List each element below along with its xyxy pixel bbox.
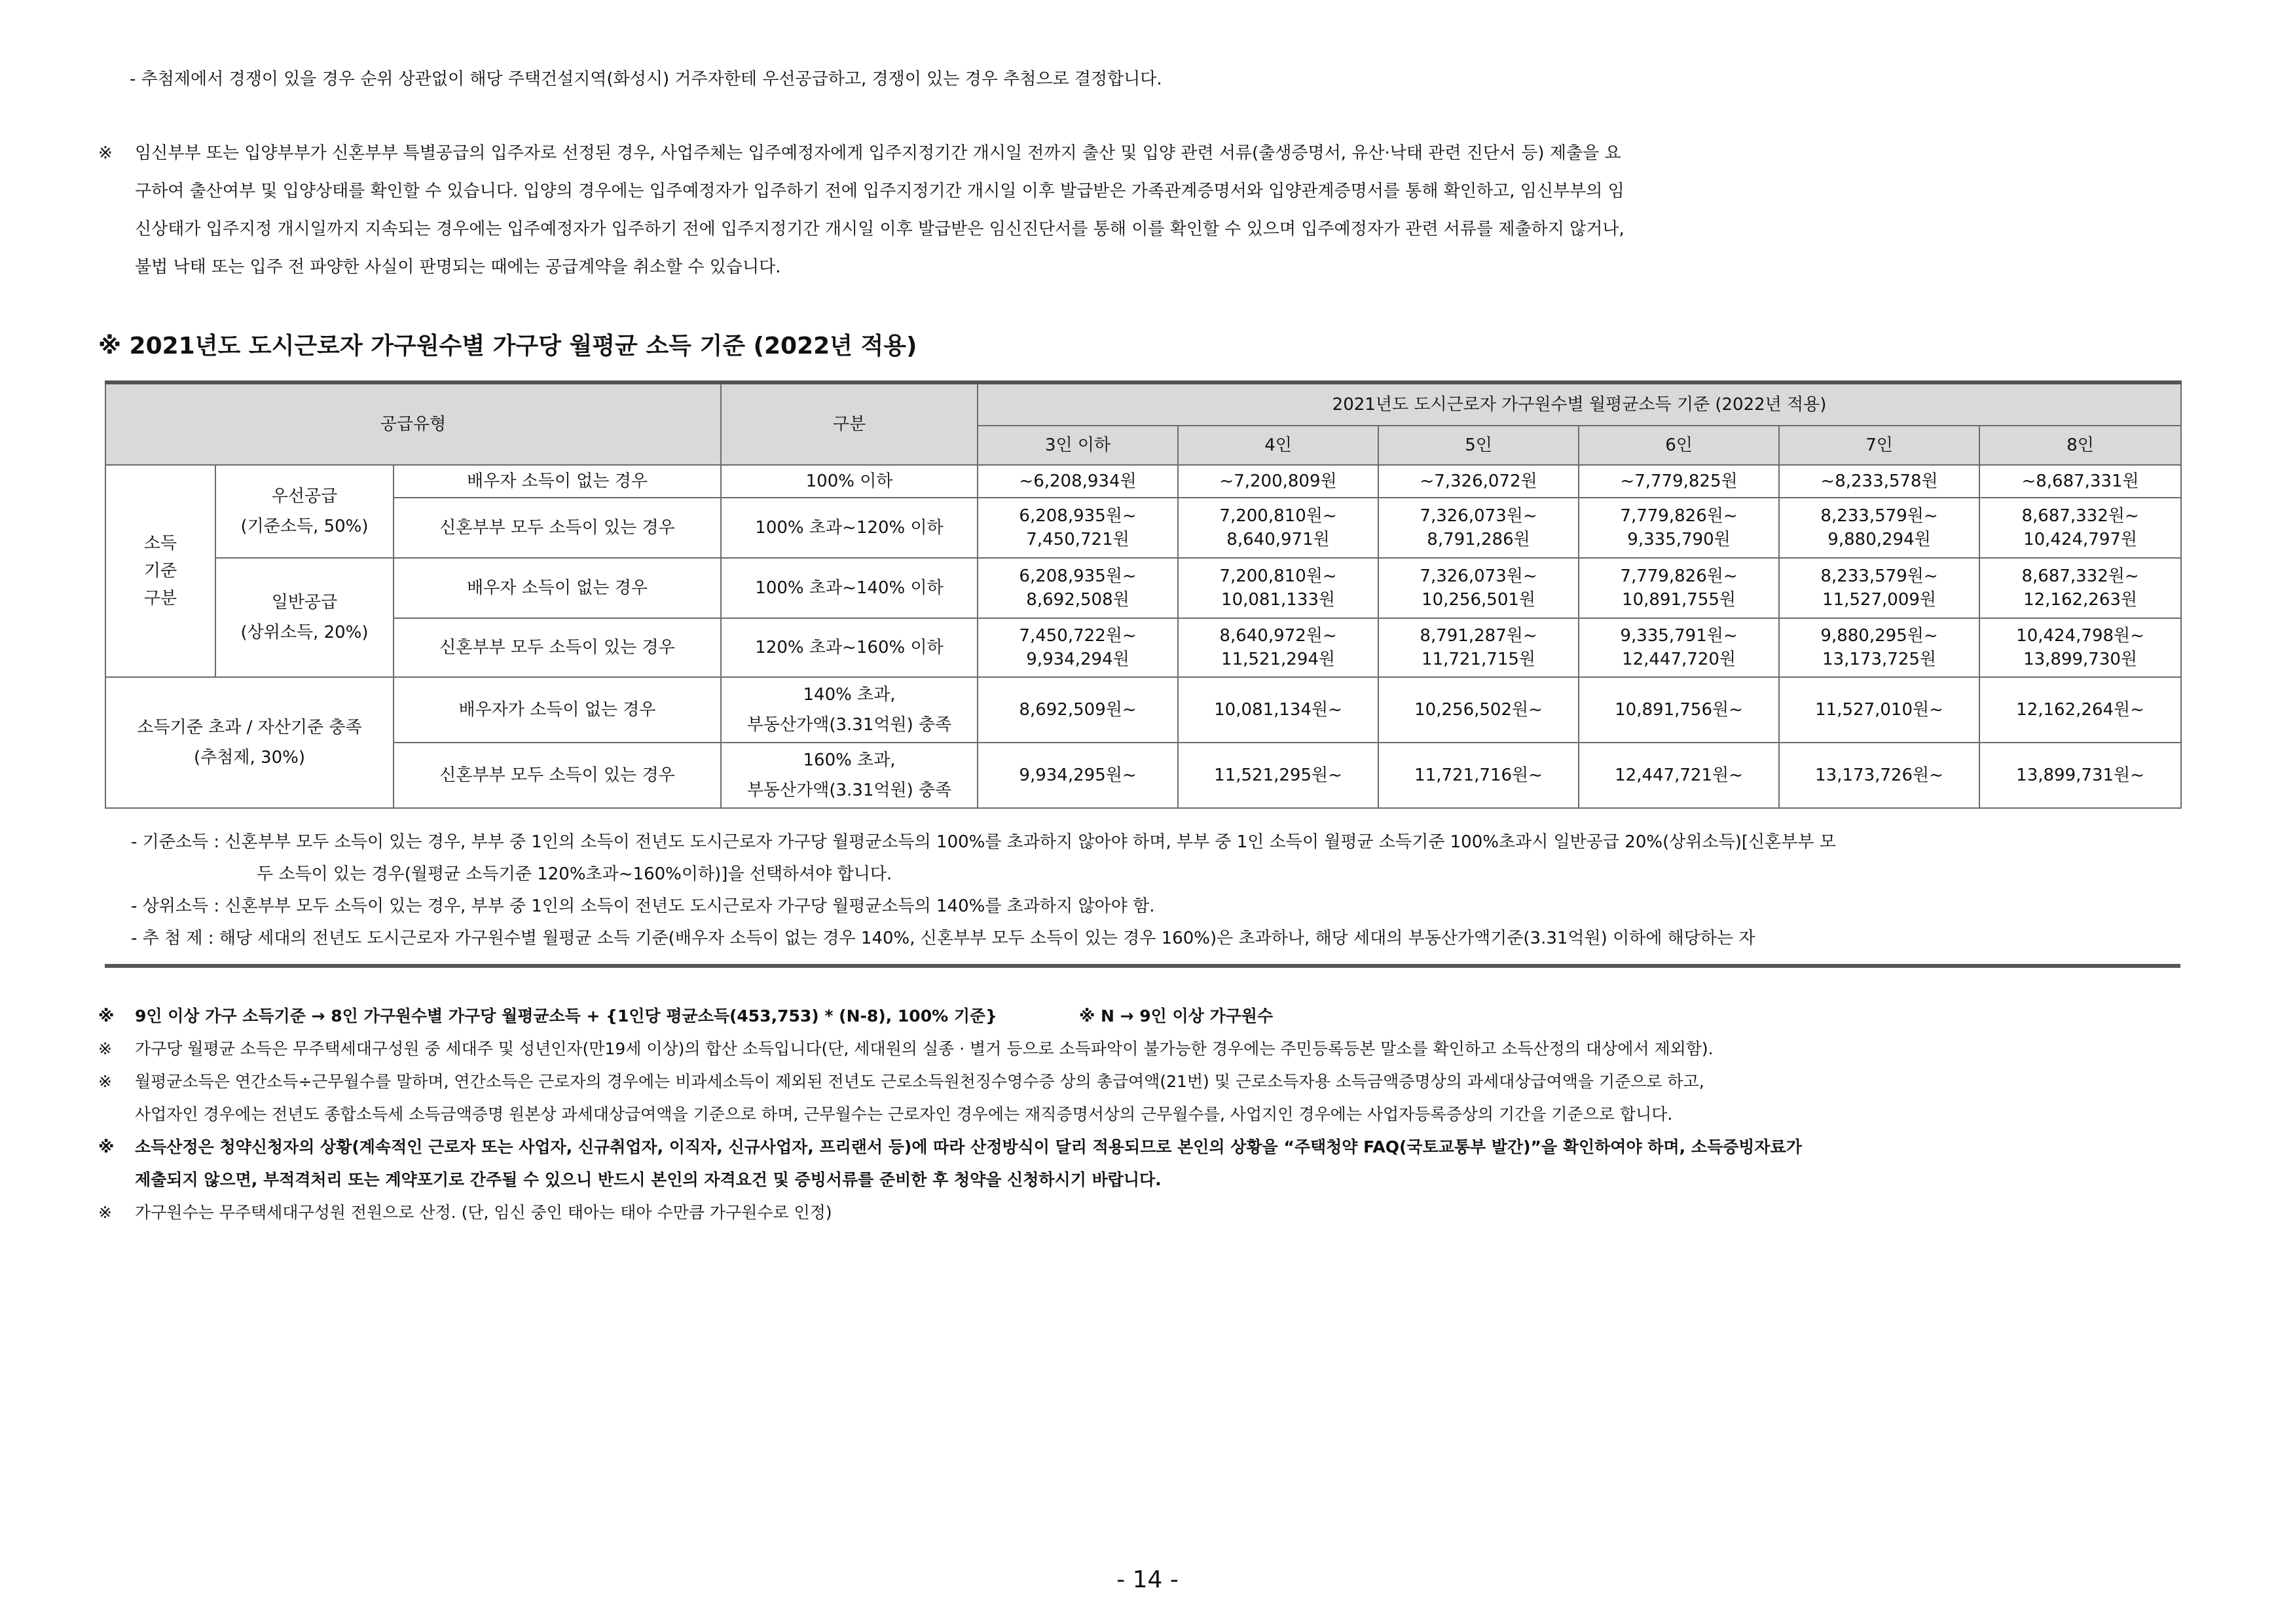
header-household-size: 3인 이하 xyxy=(978,426,1178,465)
income-group-label: 소득 기준 구분 xyxy=(105,465,215,677)
note-text: 가구원수는 무주택세대구성원 전원으로 산정. (단, 임신 중인 태아는 태아 수만큼 가구원수로 인정) xyxy=(135,1203,832,1222)
condition-cell: 신혼부부 모두 소득이 있는 경우 xyxy=(394,498,721,558)
value-cell: 7,779,826원~ 10,891,755원 xyxy=(1579,558,1779,618)
table-footnotes xyxy=(105,826,2180,968)
page-number: - 14 - xyxy=(1116,1566,1179,1593)
header-household-size: 7인 xyxy=(1779,426,1979,465)
reference-mark xyxy=(98,1098,135,1131)
note-text: 사업자인 경우에는 전년도 종합소득세 소득금액증명 원본상 과세대상급여액을 기준으로 하며, 근무월수는 근로자인 경우에는 재직증명서상의 근무월수를, 사업지인 경우에는 사업자등록증상의 기간을 기준으로 합니다. xyxy=(135,1105,1673,1124)
footnote-base-income-cont: 두 소득이 있는 경우(월평균 소득기준 120%초과~160%이하)]을 선택하셔야 합니다. xyxy=(257,864,892,884)
note-text: 제출되지 않으면, 부적격처리 또는 계약포기로 간주될 수 있으니 반드시 본인의 자격요건 및 증빙서류를 준비한 후 청약을 신청하시기 바랍니다. xyxy=(135,1170,1162,1189)
priority-supply-label: 우선공급 (기준소득, 50%) xyxy=(215,465,394,558)
value-cell: 13,899,731원~ xyxy=(1979,743,2181,808)
condition-cell: 배우자 소득이 없는 경우 xyxy=(394,465,721,498)
value-cell: 8,692,509원~ xyxy=(978,677,1178,743)
footnote-lottery: - 추 첨 제 : 해당 세대의 전년도 도시근로자 가구원수별 월평균 소득 기준(배우자 소득이 없는 경우 140%, 신혼부부 모두 소득이 있는 경우 160%)은 초과하나, 해당 세대의 부동산가액기준(3.31억원) 이하에 해당하는 자 xyxy=(131,929,1755,948)
condition-cell: 신혼부부 모두 소득이 있는 경우 xyxy=(394,743,721,808)
section-title: ※ 2021년도 도시근로자 가구원수별 가구당 월평균 소득 기준 (2022년 적용) xyxy=(98,333,917,360)
table-body xyxy=(105,465,2181,808)
reference-mark: ※ xyxy=(98,1006,115,1025)
value-cell: 12,447,721원~ xyxy=(1579,743,1779,808)
note-line: 신상태가 입주지정 개시일까지 지속되는 경우에는 입주예정자가 입주하기 전에 입주지정기간 개시일 이후 발급받은 임신진단서를 통해 이를 확인할 수 있으며 입주예정자가 관련 서류를 제출하지 않거나, xyxy=(135,219,1625,239)
general-supply-label: 일반공급 (상위소득, 20%) xyxy=(215,558,394,677)
value-cell: ~6,208,934원 xyxy=(978,465,1178,498)
value-cell: 13,173,726원~ xyxy=(1779,743,1979,808)
table-row xyxy=(105,743,2181,808)
value-cell: 10,891,756원~ xyxy=(1579,677,1779,743)
value-cell: 8,640,972원~ 11,521,294원 xyxy=(1178,618,1378,677)
value-cell: 7,200,810원~ 10,081,133원 xyxy=(1178,558,1378,618)
note-item xyxy=(98,1098,2207,1131)
income-notes xyxy=(98,1000,2207,1229)
note-text: 월평균소득은 연간소득÷근무월수를 말하며, 연간소득은 근로자의 경우에는 비과세소득이 제외된 전년도 근로소득원천징수영수증 상의 총급여액(21번) 및 근로소득자용 소득금액증명상의 과세대상급여액을 기준으로 하고, xyxy=(135,1072,1704,1091)
table-row xyxy=(105,498,2181,558)
pregnancy-adoption-note xyxy=(98,134,2194,286)
lottery-supply-label: 소득기준 초과 / 자산기준 충족 (추첨제, 30%) xyxy=(105,677,394,808)
note-line: 불법 낙태 또는 입주 전 파양한 사실이 판명되는 때에는 공급계약을 취소할 수 있습니다. xyxy=(135,257,781,277)
note-line: 구하여 출산여부 및 입양상태를 확인할 수 있습니다. 입양의 경우에는 입주예정자가 입주하기 전에 입주지정기간 개시일 이후 발급받은 가족관계증명서와 입양관계증명서를 통해 확인하고, 임신부부의 임 xyxy=(135,181,1625,201)
note-line: 임신부부 또는 입양부부가 신혼부부 특별공급의 입주자로 선정된 경우, 사업주체는 입주예정자에게 입주지정기간 개시일 전까지 출산 및 입양 관련 서류(출생증명서, 유산·낙태 관련 진단서 등) 제출을 요 xyxy=(135,143,1621,163)
value-cell: 8,791,287원~ 11,721,715원 xyxy=(1378,618,1579,677)
reference-mark: ※ xyxy=(98,143,113,163)
value-cell: ~8,233,578원 xyxy=(1779,465,1979,498)
reference-mark: ※ xyxy=(98,1137,115,1156)
range-cell: 100% 이하 xyxy=(721,465,978,498)
value-cell: 9,335,791원~ 12,447,720원 xyxy=(1579,618,1779,677)
value-cell: 11,721,716원~ xyxy=(1378,743,1579,808)
table-row xyxy=(105,618,2181,677)
reference-mark: ※ xyxy=(98,1203,112,1222)
range-cell: 100% 초과~140% 이하 xyxy=(721,558,978,618)
header-category: 구분 xyxy=(721,382,978,465)
value-cell: 10,081,134원~ xyxy=(1178,677,1378,743)
value-cell: 7,450,722원~ 9,934,294원 xyxy=(978,618,1178,677)
note-text: 가구당 월평균 소득은 무주택세대구성원 중 세대주 및 성년인자(만19세 이상)의 합산 소득입니다(단, 세대원의 실종 · 별거 등으로 소득파악이 불가능한 경우에는 주민등록등본 말소를 확인하고 소득산정의 대상에서 제외함). xyxy=(135,1039,1714,1058)
footnote-upper-income: - 상위소득 : 신혼부부 모두 소득이 있는 경우, 부부 중 1인의 소득이 전년도 도시근로자 가구당 월평균소득의 140%를 초과하지 않아야 함. xyxy=(131,896,1155,916)
table-row xyxy=(105,558,2181,618)
value-cell: 7,200,810원~ 8,640,971원 xyxy=(1178,498,1378,558)
condition-cell: 신혼부부 모두 소득이 있는 경우 xyxy=(394,618,721,677)
table-row xyxy=(105,465,2181,498)
income-criteria-table-wrap xyxy=(105,380,2180,809)
note-item xyxy=(98,1131,2207,1164)
value-cell: 8,233,579원~ 11,527,009원 xyxy=(1779,558,1979,618)
value-cell: ~7,779,825원 xyxy=(1579,465,1779,498)
range-cell: 100% 초과~120% 이하 xyxy=(721,498,978,558)
range-cell: 160% 초과, 부동산가액(3.31억원) 충족 xyxy=(721,743,978,808)
value-cell: 9,880,295원~ 13,173,725원 xyxy=(1779,618,1979,677)
value-cell: 8,687,332원~ 12,162,263원 xyxy=(1979,558,2181,618)
value-cell: 12,162,264원~ xyxy=(1979,677,2181,743)
value-cell: 6,208,935원~ 8,692,508원 xyxy=(978,558,1178,618)
note-item xyxy=(98,1065,2207,1098)
value-cell: 11,521,295원~ xyxy=(1178,743,1378,808)
value-cell: 9,934,295원~ xyxy=(978,743,1178,808)
value-cell: 11,527,010원~ xyxy=(1779,677,1979,743)
value-cell: 7,779,826원~ 9,335,790원 xyxy=(1579,498,1779,558)
value-cell: ~7,200,809원 xyxy=(1178,465,1378,498)
value-cell: 8,687,332원~ 10,424,797원 xyxy=(1979,498,2181,558)
value-cell: ~8,687,331원 xyxy=(1979,465,2181,498)
note-item xyxy=(98,1164,2207,1196)
value-cell: 10,256,502원~ xyxy=(1378,677,1579,743)
reference-mark: ※ xyxy=(98,1072,112,1091)
reference-mark xyxy=(98,1164,135,1196)
note-text: 9인 이상 가구 소득기준 → 8인 가구원수별 가구당 월평균소득 + {1인당 평균소득(453,753) * (N-8), 100% 기준} ※ N → 9인 이상 가구원수 xyxy=(135,1006,1274,1025)
note-text: 소득산정은 청약신청자의 상황(계속적인 근로자 또는 사업자, 신규취업자, 이직자, 신규사업자, 프리랜서 등)에 따라 산정방식이 달리 적용되므로 본인의 상황을 “주택청약 FAQ(국토교통부 발간)”을 확인하여야 하며, 소득증빙자료가 xyxy=(135,1137,1802,1156)
condition-cell: 배우자가 소득이 없는 경우 xyxy=(394,677,721,743)
footnote-base-income: - 기준소득 : 신혼부부 모두 소득이 있는 경우, 부부 중 1인의 소득이 전년도 도시근로자 가구당 월평균소득의 100%를 초과하지 않아야 하며, 부부 중 1인 소득이 월평균 소득기준 100%초과시 일반공급 20%(상위소득)[신혼부부 모 xyxy=(131,832,1836,852)
range-cell: 120% 초과~160% 이하 xyxy=(721,618,978,677)
header-supply-type: 공급유형 xyxy=(105,382,721,465)
table-row xyxy=(105,677,2181,743)
condition-cell: 배우자 소득이 없는 경우 xyxy=(394,558,721,618)
value-cell: 10,424,798원~ 13,899,730원 xyxy=(1979,618,2181,677)
value-cell: 8,233,579원~ 9,880,294원 xyxy=(1779,498,1979,558)
range-cell: 140% 초과, 부동산가액(3.31억원) 충족 xyxy=(721,677,978,743)
note-item xyxy=(98,1000,2207,1033)
value-cell: 6,208,935원~ 7,450,721원 xyxy=(978,498,1178,558)
header-household-size: 5인 xyxy=(1378,426,1579,465)
value-cell: ~7,326,072원 xyxy=(1378,465,1579,498)
reference-mark: ※ xyxy=(98,1039,112,1058)
note-item xyxy=(98,1196,2207,1229)
header-group-title: 2021년도 도시근로자 가구원수별 월평균소득 기준 (2022년 적용) xyxy=(978,382,2181,426)
header-household-size: 4인 xyxy=(1178,426,1378,465)
header-household-size: 6인 xyxy=(1579,426,1779,465)
value-cell: 7,326,073원~ 8,791,286원 xyxy=(1378,498,1579,558)
income-criteria-table xyxy=(105,380,2182,809)
note-item xyxy=(98,1033,2207,1065)
value-cell: 7,326,073원~ 10,256,501원 xyxy=(1378,558,1579,618)
lottery-priority-note: - 추첨제에서 경쟁이 있을 경우 순위 상관없이 해당 주택건설지역(화성시) 거주자한테 우선공급하고, 경쟁이 있는 경우 추첨으로 결정합니다. xyxy=(130,69,1162,89)
header-household-size: 8인 xyxy=(1979,426,2181,465)
